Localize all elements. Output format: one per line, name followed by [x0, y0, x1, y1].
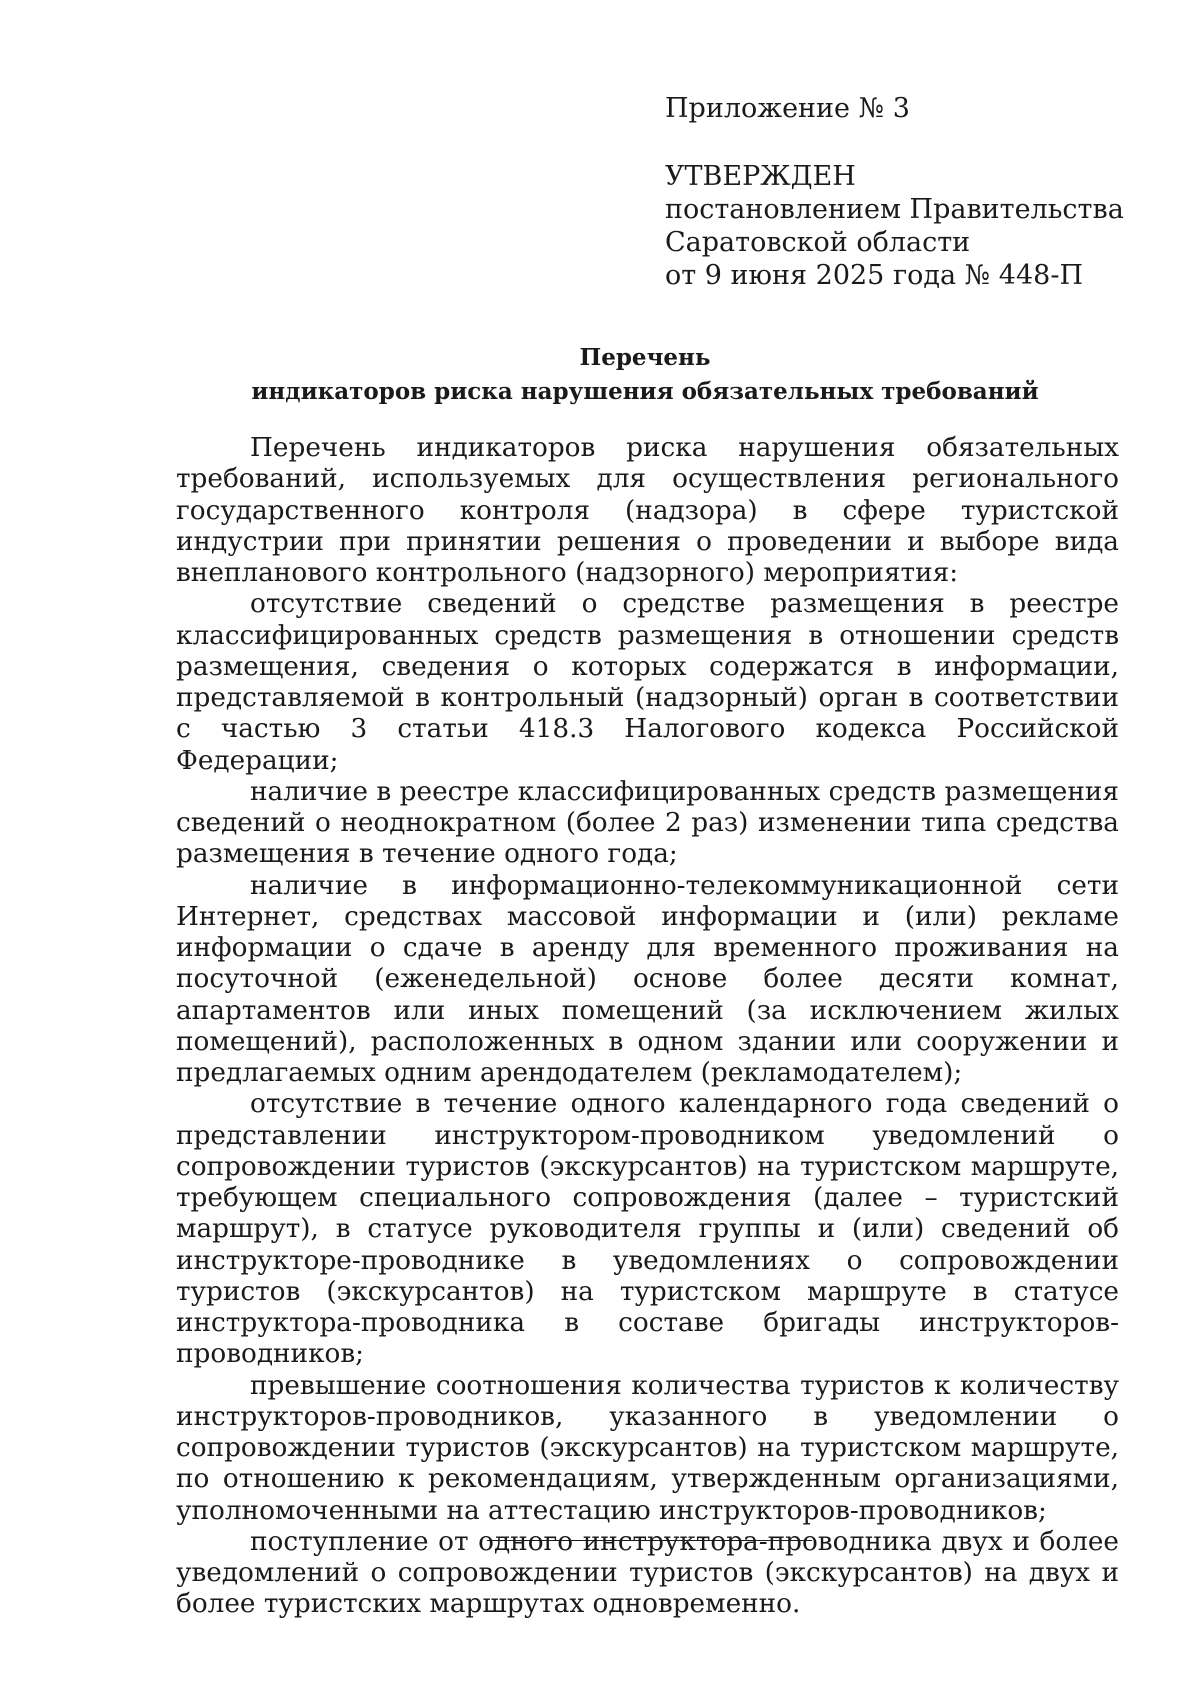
body-paragraph-4: отсутствие в течение одного календарного года сведений о представлении инструктором-проводником уведомлений о сопровождении туристов (экскурсантов) на туристском маршруте, требующем специального сопровождения (далее – туристский маршрут), в статусе руководителя группы и (или) сведений об инструкторе-проводнике в уведомлениях о сопровождении туристов (экскурсантов) на туристском маршруте в статусе инструктора-проводника в составе бригады инструкторов-проводников; — [176, 1089, 1119, 1370]
body-paragraph-3: наличие в информационно-телекоммуникационной сети Интернет, средствах массовой информации и (или) рекламе информации о сдаче в аренду для временного проживания на посуточной (еженедельной) основе более десяти комнат, апартаментов или иных помещений (за исключением жилых помещений), расположенных в одном здании или сооружении и предлагаемых одним арендодателем (рекламодателем); — [176, 870, 1119, 1088]
approval-region: Саратовской области — [665, 227, 971, 258]
approval-stamp: УТВЕРЖДЕН — [665, 161, 856, 192]
appendix-number: Приложение № 3 — [665, 93, 910, 124]
title-line-2: индикаторов риска нарушения обязательных требований — [251, 378, 1039, 405]
body-paragraph-6: поступление от одного инструктора-проводника двух и более уведомлений о сопровождении туристов (экскурсантов) на двух и более туристских маршрутах одновременно. — [176, 1526, 1119, 1620]
approval-block — [665, 160, 1124, 292]
document-body — [176, 433, 1119, 1621]
document-title — [170, 341, 1120, 409]
approval-date-number: от 9 июня 2025 года № 448-П — [665, 260, 1083, 291]
title-line-1: Перечень — [579, 344, 711, 371]
body-paragraph-5: превышение соотношения количества туристов к количеству инструкторов-проводников, указанного в уведомлении о сопровождении туристов (экскурсантов) на туристском маршруте, по отношению к рекомендациям, утвержденным организациями, уполномоченными на аттестацию инструкторов-проводников; — [176, 1370, 1119, 1526]
approval-authority: постановлением Правительства — [665, 194, 1124, 225]
body-paragraph-2: наличие в реестре классифицированных средств размещения сведений о неоднократном (более 2 раз) изменении типа средства размещения в течение одного года; — [176, 776, 1119, 870]
body-paragraph-1: отсутствие сведений о средстве размещения в реестре классифицированных средств размещения в отношении средств размещения, сведения о которых содержатся в информации, представляемой в контрольный (надзорный) орган в соответствии с частью 3 статьи 418.3 Налогового кодекса Российской Федерации; — [176, 589, 1119, 776]
body-paragraph-intro: Перечень индикаторов риска нарушения обязательных требований, используемых для осуществления регионального государственного контроля (надзора) в сфере туристской индустрии при принятии решения о проведении и выборе вида внепланового контрольного (надзорного) мероприятия: — [176, 433, 1119, 588]
closing-divider — [487, 1540, 812, 1541]
